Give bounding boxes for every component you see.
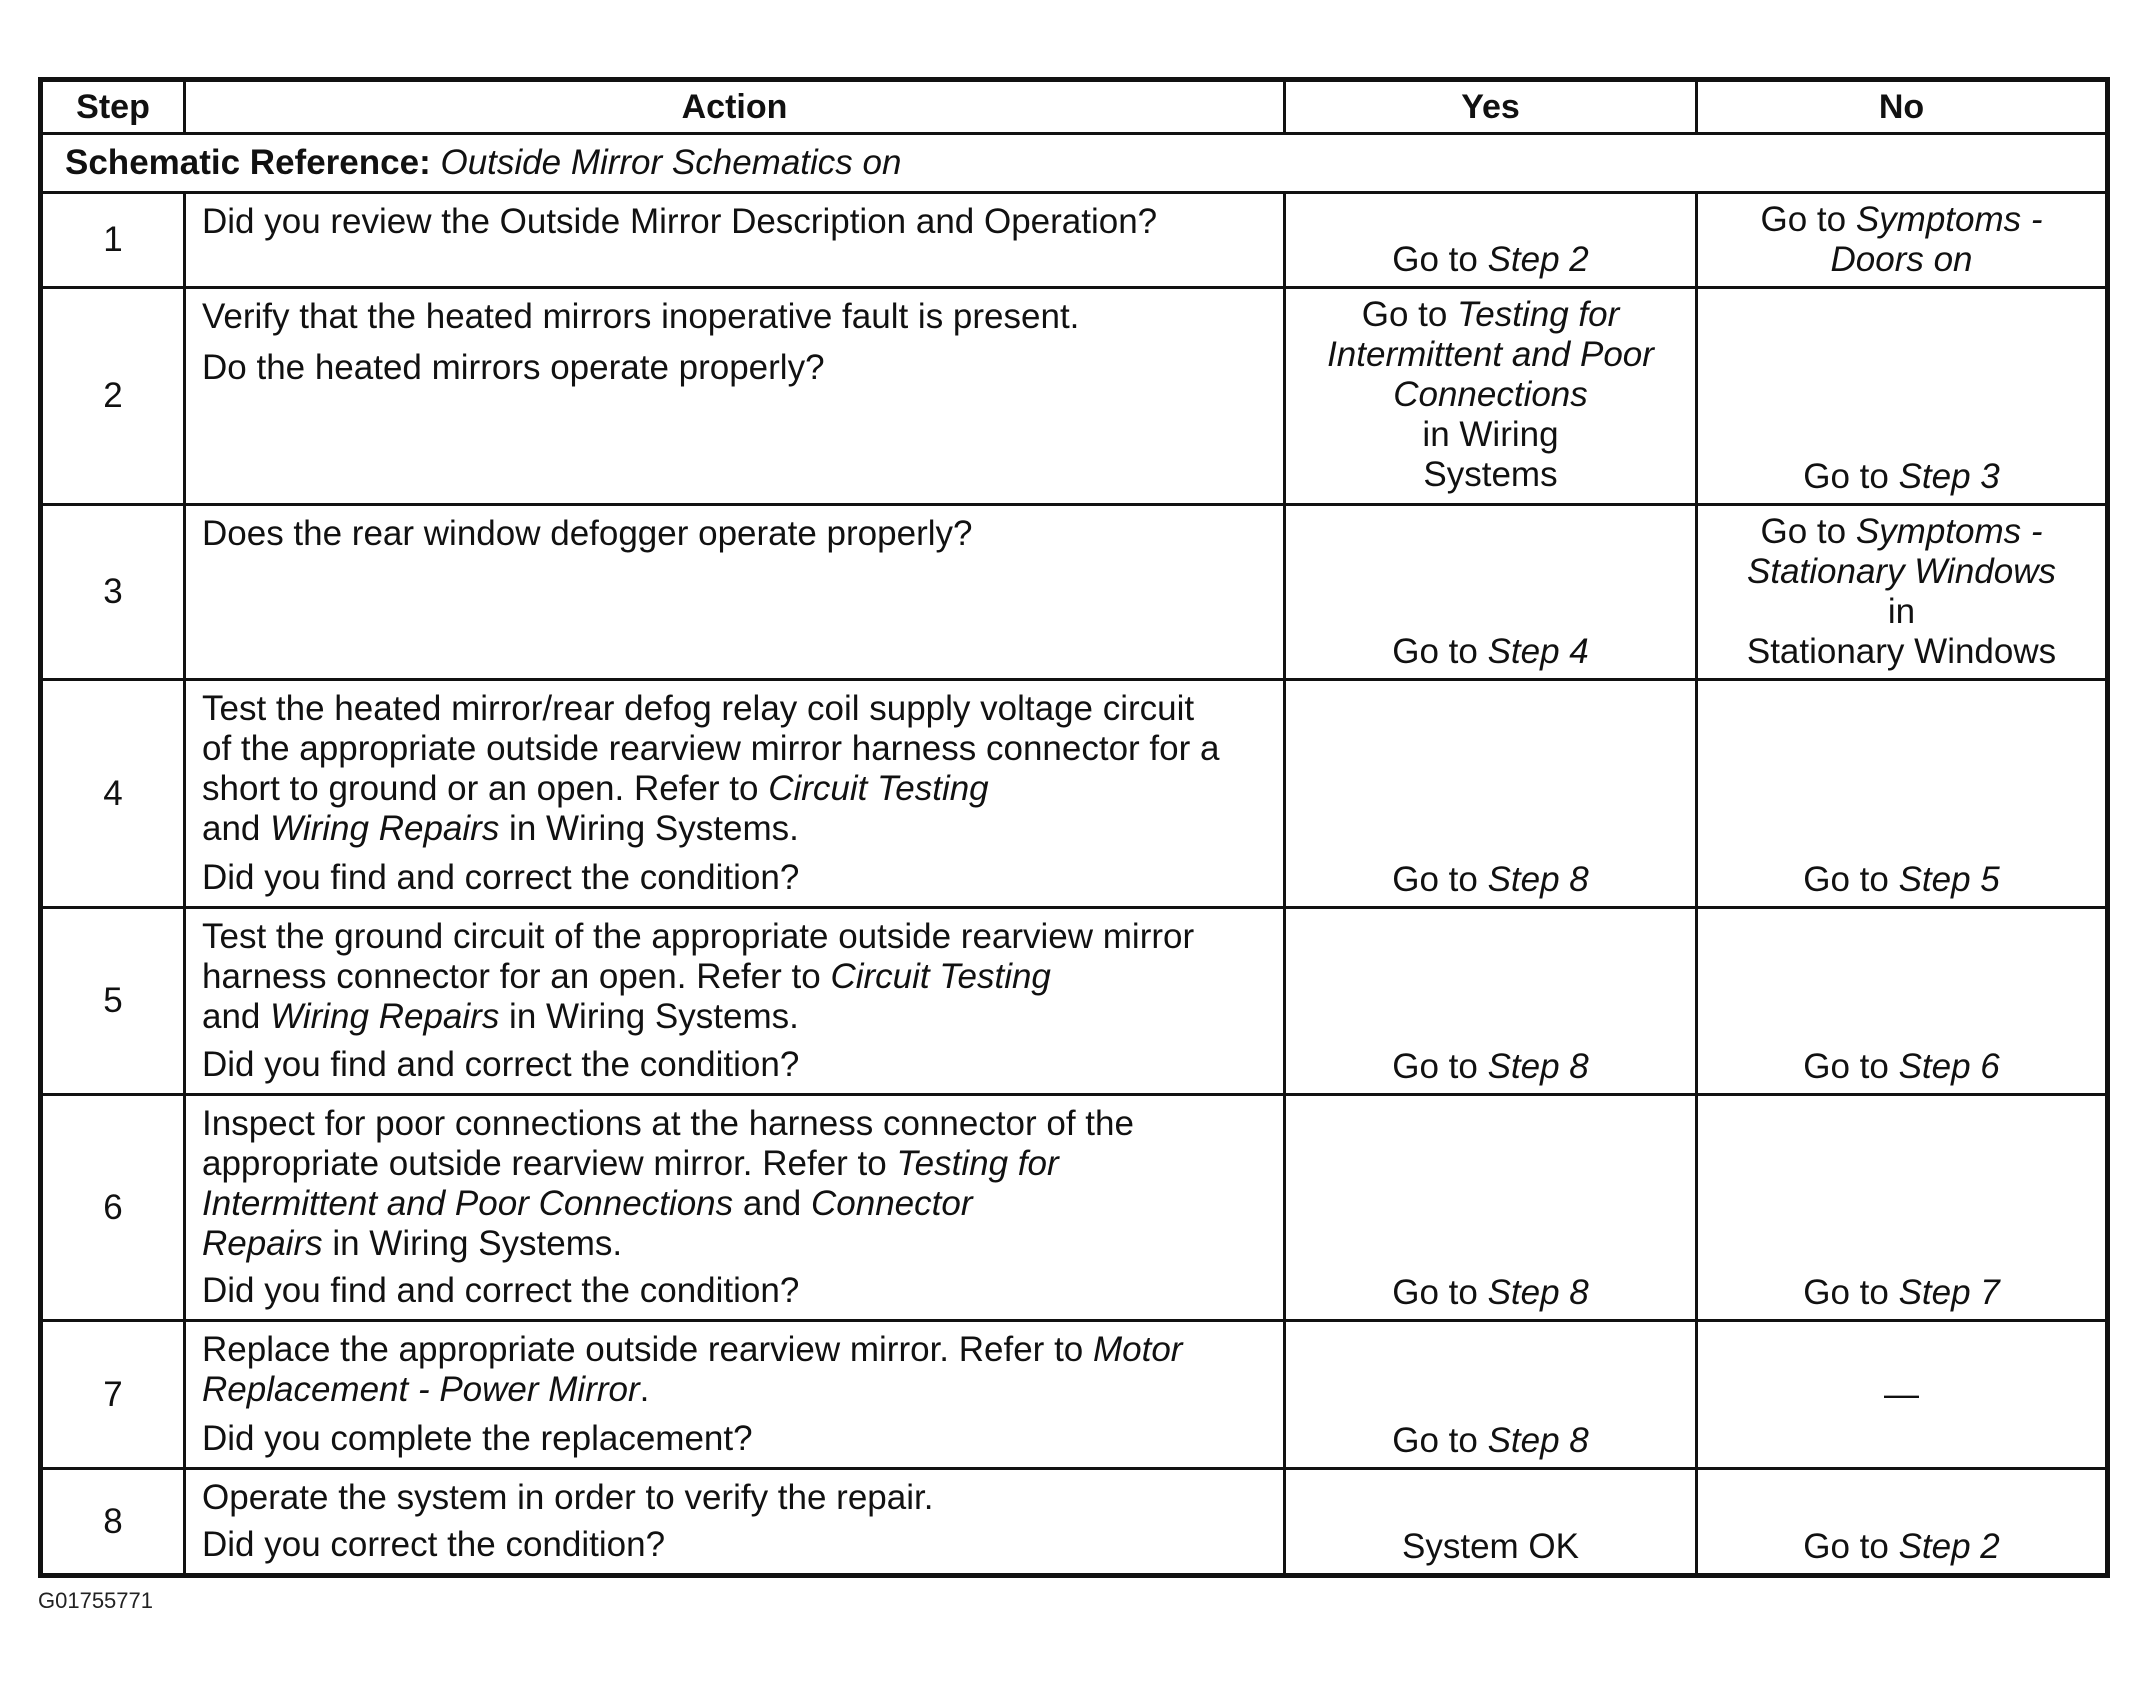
table-row xyxy=(41,1095,2108,1321)
action-question: Did you complete the replacement? xyxy=(202,1419,753,1458)
action-question: Do the heated mirrors operate properly? xyxy=(202,348,825,387)
yes-prefix: Go to xyxy=(1392,1273,1488,1312)
yes-link[interactable]: Step 8 xyxy=(1487,860,1589,899)
table-row xyxy=(41,193,2108,288)
action-text-part: and xyxy=(202,809,271,848)
action-text-part: and xyxy=(202,997,271,1036)
intermittent-link[interactable]: Intermittent and Poor Connections xyxy=(202,1184,734,1223)
action-text: Does the rear window defogger operate properly? xyxy=(202,514,973,553)
action-cell xyxy=(185,288,1285,505)
no-cell xyxy=(1697,1321,2108,1469)
no-cell xyxy=(1697,908,2108,1095)
yes-link[interactable]: Step 4 xyxy=(1487,632,1589,671)
action-text: Operate the system in order to verify the repair. xyxy=(202,1478,934,1517)
action-text-part: harness connector for an open. Refer to xyxy=(202,957,831,996)
schematic-label: Schematic Reference: xyxy=(65,143,431,182)
circuit-testing-link[interactable]: Circuit Testing xyxy=(830,957,1051,996)
action-cell xyxy=(185,1095,1285,1321)
table-row xyxy=(41,288,2108,505)
action-text xyxy=(202,1144,1267,1184)
table-row xyxy=(41,908,2108,1095)
action-text: Test the heated mirror/rear defog relay coil supply voltage circuit xyxy=(202,689,1195,728)
action-text-part: in Wiring Systems. xyxy=(499,809,799,848)
table-row xyxy=(41,680,2108,908)
action-text: Inspect for poor connections at the harness connector of the xyxy=(202,1104,1134,1143)
step-number: 1 xyxy=(41,193,185,288)
yes-prefix: Go to xyxy=(1392,860,1488,899)
header-yes: Yes xyxy=(1285,80,1697,134)
wiring-repairs-link[interactable]: Wiring Repairs xyxy=(270,809,500,848)
action-question: Did you correct the condition? xyxy=(202,1525,666,1564)
yes-link-cont[interactable]: Intermittent and Poor xyxy=(1327,335,1654,374)
replacement-link[interactable]: Replacement - Power Mirror xyxy=(202,1370,640,1409)
action-text: of the appropriate outside rearview mirror harness connector for a xyxy=(202,729,1220,768)
yes-cell xyxy=(1285,193,1697,288)
table-row xyxy=(41,505,2108,680)
connector-link[interactable]: Connector xyxy=(811,1184,973,1223)
yes-link[interactable]: Testing for xyxy=(1457,295,1620,334)
no-suffix: Stationary Windows xyxy=(1746,632,2057,671)
step-number: 5 xyxy=(41,908,185,1095)
no-prefix: Go to xyxy=(1803,860,1899,899)
header-no: No xyxy=(1697,80,2108,134)
action-cell xyxy=(185,908,1285,1095)
yes-text: System OK xyxy=(1402,1527,1579,1566)
yes-link-cont[interactable]: Connections xyxy=(1393,375,1588,414)
no-dash: — xyxy=(1884,1374,1919,1414)
circuit-testing-link[interactable]: Circuit Testing xyxy=(768,769,989,808)
no-link[interactable]: Step 2 xyxy=(1898,1527,2000,1566)
motor-link[interactable]: Motor xyxy=(1092,1330,1183,1369)
yes-link[interactable]: Step 8 xyxy=(1487,1421,1589,1460)
no-link[interactable]: Step 5 xyxy=(1898,860,2000,899)
step-number: 8 xyxy=(41,1469,185,1576)
action-text xyxy=(202,809,1267,849)
no-link-cont[interactable]: Doors on xyxy=(1830,240,1973,279)
step-number: 6 xyxy=(41,1095,185,1321)
no-prefix: Go to xyxy=(1760,200,1856,239)
no-link[interactable]: Symptoms - xyxy=(1855,512,2043,551)
yes-cell xyxy=(1285,1095,1697,1321)
action-text xyxy=(202,1184,1267,1224)
schematic-reference-row xyxy=(41,134,2108,193)
action-question: Did you find and correct the condition? xyxy=(202,1271,800,1310)
step-number: 7 xyxy=(41,1321,185,1469)
action-text-part: in Wiring Systems. xyxy=(322,1224,623,1263)
action-cell xyxy=(185,680,1285,908)
table-row xyxy=(41,1469,2108,1576)
no-prefix: Go to xyxy=(1803,1047,1899,1086)
yes-prefix: Go to xyxy=(1392,1047,1488,1086)
figure-id: G01755771 xyxy=(38,1588,153,1613)
step-number: 2 xyxy=(41,288,185,505)
repairs-link[interactable]: Repairs xyxy=(202,1224,323,1263)
yes-link[interactable]: Step 8 xyxy=(1487,1273,1589,1312)
yes-prefix: Go to xyxy=(1392,632,1488,671)
yes-suffix: Systems xyxy=(1423,455,1558,494)
schematic-reference xyxy=(41,134,2108,193)
action-text-part: . xyxy=(639,1370,650,1409)
action-text xyxy=(202,1330,1267,1370)
yes-cell xyxy=(1285,680,1697,908)
yes-cell xyxy=(1285,288,1697,505)
action-text: Test the ground circuit of the appropriate outside rearview mirror xyxy=(202,917,1195,956)
action-text-part: appropriate outside rearview mirror. Refer to xyxy=(202,1144,897,1183)
no-prefix: Go to xyxy=(1803,1527,1899,1566)
action-text xyxy=(202,1224,1267,1264)
yes-prefix: Go to xyxy=(1392,1421,1488,1460)
yes-link[interactable]: Step 8 xyxy=(1487,1047,1589,1086)
schematic-link[interactable]: Outside Mirror Schematics on xyxy=(440,143,902,182)
no-suffix: in xyxy=(1887,592,1916,631)
no-prefix: Go to xyxy=(1803,1273,1899,1312)
step-number: 4 xyxy=(41,680,185,908)
step-number: 3 xyxy=(41,505,185,680)
yes-link[interactable]: Step 2 xyxy=(1487,240,1589,279)
action-text-part: short to ground or an open. Refer to xyxy=(202,769,769,808)
no-cell xyxy=(1697,1095,2108,1321)
no-link[interactable]: Step 6 xyxy=(1898,1047,2000,1086)
no-link[interactable]: Step 3 xyxy=(1898,457,2000,496)
action-text-part: Replace the appropriate outside rearview mirror. Refer to xyxy=(202,1330,1093,1369)
action-question: Did you find and correct the condition? xyxy=(202,1045,800,1084)
yes-suffix: in Wiring xyxy=(1422,415,1559,454)
action-cell xyxy=(185,1321,1285,1469)
header-row xyxy=(41,80,2108,134)
no-link-cont[interactable]: Stationary Windows xyxy=(1747,552,2056,591)
yes-cell xyxy=(1285,505,1697,680)
no-prefix: Go to xyxy=(1760,512,1856,551)
action-question: Did you find and correct the condition? xyxy=(202,858,800,897)
yes-cell xyxy=(1285,908,1697,1095)
no-cell xyxy=(1697,288,2108,505)
action-text xyxy=(202,957,1267,997)
no-link[interactable]: Symptoms - xyxy=(1855,200,2043,239)
header-action: Action xyxy=(185,80,1285,134)
yes-cell xyxy=(1285,1469,1697,1576)
action-text: Verify that the heated mirrors inoperative fault is present. xyxy=(202,297,1080,336)
no-prefix: Go to xyxy=(1803,457,1899,496)
action-text xyxy=(202,769,1267,809)
testing-for-link[interactable]: Testing for xyxy=(896,1144,1059,1183)
action-text: Did you review the Outside Mirror Description and Operation? xyxy=(202,202,1158,241)
wiring-repairs-link[interactable]: Wiring Repairs xyxy=(270,997,500,1036)
action-cell xyxy=(185,505,1285,680)
action-text-part: and xyxy=(733,1184,811,1223)
no-cell xyxy=(1697,193,2108,288)
yes-cell xyxy=(1285,1321,1697,1469)
header-step: Step xyxy=(41,80,185,134)
table-row xyxy=(41,1321,2108,1469)
diagnostic-table xyxy=(38,77,2110,1578)
action-cell xyxy=(185,1469,1285,1576)
no-cell xyxy=(1697,680,2108,908)
no-link[interactable]: Step 7 xyxy=(1898,1273,2000,1312)
no-cell xyxy=(1697,505,2108,680)
yes-prefix: Go to xyxy=(1392,240,1488,279)
action-text xyxy=(202,1370,1267,1410)
action-text xyxy=(202,997,1267,1037)
action-cell xyxy=(185,193,1285,288)
yes-prefix: Go to xyxy=(1361,295,1458,334)
no-cell xyxy=(1697,1469,2108,1576)
action-text-part: in Wiring Systems. xyxy=(499,997,799,1036)
